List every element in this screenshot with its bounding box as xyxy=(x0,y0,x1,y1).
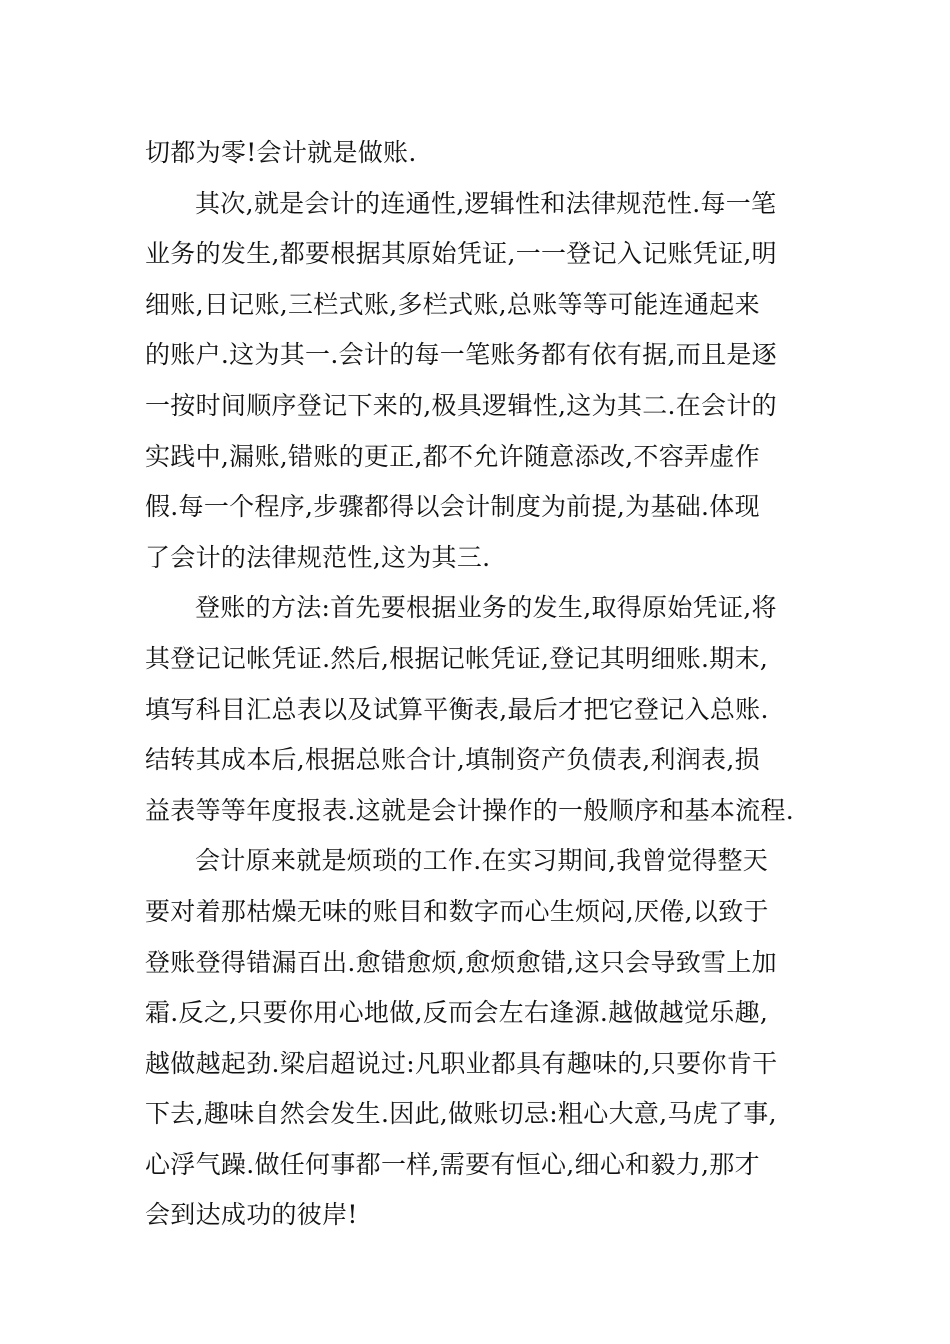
text-line: 会计原来就是烦琐的工作.在实习期间,我曾觉得整天 xyxy=(195,846,769,876)
text-line: 其登记记帐凭证.然后,根据记帐凭证,登记其明细账.期末, xyxy=(145,643,769,673)
text-line: 业务的发生,都要根据其原始凭证,一一登记入记账凭证,明 xyxy=(145,239,777,269)
text-line: 登账登得错漏百出.愈错愈烦,愈烦愈错,这只会导致雪上加 xyxy=(145,947,777,977)
text-line: 细账,日记账,三栏式账,多栏式账,总账等等可能连通起来 xyxy=(145,289,760,319)
text-line: 下去,趣味自然会发生.因此,做账切忌:粗心大意,马虎了事, xyxy=(145,1099,777,1129)
text-line: 会到达成功的彼岸! xyxy=(145,1200,358,1230)
text-line: 的账户.这为其一.会计的每一笔账务都有依有据,而且是逐 xyxy=(145,340,777,370)
text-line: 填写科目汇总表以及试算平衡表,最后才把它登记入总账. xyxy=(145,694,769,724)
text-line: 结转其成本后,根据总账合计,填制资产负债表,利润表,损 xyxy=(145,745,760,775)
document-body xyxy=(145,128,810,1241)
text-line: 越做越起劲.梁启超说过:凡职业都具有趣味的,只要你肯干 xyxy=(145,1048,778,1078)
text-line: 了会计的法律规范性,这为其三. xyxy=(145,542,491,572)
text-line: 切都为零!会计就是做账. xyxy=(145,138,417,167)
text-line: 要对着那枯燥无味的账目和数字而心生烦闷,厌倦,以致于 xyxy=(145,896,769,926)
text-line: 假.每一个程序,步骤都得以会计制度为前提,为基础.体现 xyxy=(145,492,760,522)
text-line: 心浮气躁.做任何事都一样,需要有恒心,细心和毅力,那才 xyxy=(145,1149,760,1179)
text-line: 益表等等年度报表.这就是会计操作的一般顺序和基本流程. xyxy=(145,795,794,825)
text-line: 其次,就是会计的连通性,逻辑性和法律规范性.每一笔 xyxy=(195,188,777,218)
text-line: 一按时间顺序登记下来的,极具逻辑性,这为其二.在会计的 xyxy=(145,390,777,420)
text-line: 登账的方法:首先要根据业务的发生,取得原始凭证,将 xyxy=(195,593,777,623)
text-line: 实践中,漏账,错账的更正,都不允许随意添改,不容弄虚作 xyxy=(145,441,760,471)
text-line: 霜.反之,只要你用心地做,反而会左右逢源.越做越觉乐趣, xyxy=(145,998,769,1028)
